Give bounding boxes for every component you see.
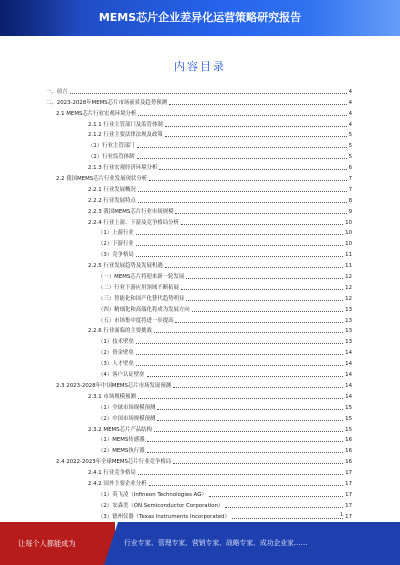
toc-entry-page: 17 (345, 513, 352, 520)
toc-leader-dots (159, 168, 346, 170)
toc-entry[interactable] (46, 140, 352, 151)
toc-entry-text: （三）智能化和国产化替代趋势明显 (98, 295, 185, 302)
toc-entry-page: 13 (345, 306, 352, 313)
toc-entry-page: 7 (348, 176, 352, 183)
toc-entry-text: 2.2.3 我国MEMS芯片行业市场规模 (88, 208, 174, 215)
page-number: 1 (340, 512, 344, 518)
toc-entry-page: 12 (345, 274, 352, 281)
toc-leader-dots (136, 255, 343, 257)
toc-entry-text: （1）英飞凌（Infineon Technologies AG） (98, 491, 207, 498)
toc-entry-text: （2）下游行业 (98, 241, 134, 248)
header-right-highlight (310, 0, 400, 36)
toc-leader-dots (154, 430, 343, 432)
header-left-shade (0, 0, 80, 36)
toc-leader-dots (181, 223, 343, 225)
toc-leader-dots (149, 484, 344, 486)
toc-entry-text: （一）MEMS芯片将迎来新一轮发展 (98, 274, 185, 281)
toc-entry-text: （1）上游行业 (98, 230, 134, 237)
toc-entry-text: （五）市场集中度将进一步提高 (98, 317, 174, 324)
table-of-contents (46, 86, 352, 522)
toc-entry-text: （3）竞争格局 (98, 252, 134, 259)
toc-entry-page: 17 (345, 480, 352, 487)
toc-entry[interactable] (46, 97, 352, 108)
toc-entry-page: 14 (345, 350, 352, 357)
toc-entry[interactable] (46, 326, 352, 337)
toc-entry[interactable] (46, 445, 352, 456)
toc-entry-page: 13 (345, 328, 352, 335)
toc-entry-text: （四）精细化和高端化将成为发展方向 (98, 306, 190, 313)
toc-entry[interactable] (46, 86, 352, 97)
toc-entry-page: 5 (348, 154, 352, 161)
toc-leader-dots (147, 440, 344, 442)
toc-entry[interactable] (46, 435, 352, 446)
toc-leader-dots (70, 92, 347, 94)
toc-entry[interactable] (46, 478, 352, 489)
toc-entry[interactable] (46, 336, 352, 347)
toc-entry[interactable] (46, 195, 352, 206)
toc-leader-dots (173, 386, 343, 388)
toc-entry[interactable] (46, 456, 352, 467)
toc-entry-page: 7 (348, 186, 352, 193)
toc-leader-dots (154, 331, 343, 333)
toc-entry[interactable] (46, 347, 352, 358)
toc-entry-text: （2）行业监管体制 (88, 154, 135, 161)
toc-leader-dots (169, 103, 347, 105)
toc-leader-dots (186, 299, 343, 301)
toc-entry-text: 2.1 MEMS芯片行业宏观环境分析 (56, 110, 137, 117)
toc-entry-page: 15 (345, 415, 352, 422)
footer-banner (0, 522, 400, 565)
toc-entry[interactable] (46, 238, 352, 249)
toc-entry[interactable] (46, 271, 352, 282)
toc-leader-dots (137, 146, 347, 148)
toc-entry-text: （3）人才壁垒 (98, 361, 134, 368)
toc-entry-text: 2.2 我国MEMS芯片行业发展现状分析 (56, 176, 148, 183)
toc-entry-page: 12 (345, 295, 352, 302)
toc-entry-text: 2.2.1 行业发展概况 (88, 186, 136, 193)
toc-leader-dots (136, 353, 343, 355)
toc-entry-page: 10 (345, 219, 352, 226)
toc-entry-page: 4 (348, 99, 352, 106)
toc-entry-text: （2）安森美（ON Semiconductor Corporation） (98, 502, 224, 509)
toc-leader-dots (149, 179, 346, 181)
footer-slogan: 让每个人都能成为 (18, 539, 76, 548)
toc-leader-dots (136, 233, 343, 235)
toc-entry[interactable] (46, 500, 352, 511)
toc-entry-text: 2.2.5 行业发展趋势及发展机遇 (88, 263, 163, 270)
toc-leader-dots (232, 517, 343, 519)
toc-entry[interactable] (46, 413, 352, 424)
toc-leader-dots (157, 408, 343, 410)
toc-entry[interactable] (46, 206, 352, 217)
toc-leader-dots (147, 451, 344, 453)
toc-entry-page: 4 (348, 110, 352, 117)
toc-entry-page: 16 (345, 437, 352, 444)
toc-entry-page: 8 (348, 197, 352, 204)
toc-entry[interactable] (46, 119, 352, 130)
toc-entry-page: 11 (345, 263, 352, 270)
toc-leader-dots (186, 277, 343, 279)
toc-entry-text: 2.3 2023-2028年中国MEMS芯片市场发展预测 (56, 382, 172, 389)
toc-entry-page: 12 (345, 284, 352, 291)
toc-entry[interactable] (46, 467, 352, 478)
toc-entry-text: （1）行业主管部门 (88, 143, 135, 150)
toc-entry-page: 10 (345, 230, 352, 237)
toc-entry-text: （2）MEMS执行器 (98, 448, 145, 455)
toc-entry[interactable] (46, 511, 352, 522)
toc-leader-dots (147, 375, 344, 377)
toc-entry-text: 二、2023-2028年MEMS芯片市场前景及趋势预测 (46, 99, 167, 106)
toc-entry-text: 2.1.2 行业主要法律法规及政策 (88, 132, 163, 139)
toc-leader-dots (138, 473, 343, 475)
toc-entry[interactable] (46, 304, 352, 315)
toc-entry[interactable] (46, 358, 352, 369)
toc-entry[interactable] (46, 260, 352, 271)
toc-leader-dots (137, 157, 347, 159)
toc-title: 内容目录 (174, 60, 226, 73)
toc-entry[interactable] (46, 282, 352, 293)
toc-entry-text: 2.1.1 行业主管部门及监管体制 (88, 121, 163, 128)
toc-entry[interactable] (46, 315, 352, 326)
toc-entry-page: 11 (345, 252, 352, 259)
toc-entry-page: 13 (345, 339, 352, 346)
toc-entry[interactable] (46, 380, 352, 391)
toc-entry-page: 14 (345, 382, 352, 389)
toc-leader-dots (138, 114, 346, 116)
toc-entry-text: 2.4 2022-2023年全球MEMS芯片行业竞争格局 (56, 459, 172, 466)
toc-entry[interactable] (46, 108, 352, 119)
toc-entry[interactable] (46, 228, 352, 239)
toc-leader-dots (136, 342, 343, 344)
toc-leader-dots (138, 397, 343, 399)
toc-entry-page: 17 (345, 470, 352, 477)
toc-entry-page: 4 (348, 121, 352, 128)
toc-entry-page: 9 (348, 208, 352, 215)
toc-leader-dots (173, 462, 343, 464)
toc-entry-text: （3）德州仪器（Texas Instruments Incorporated） (98, 513, 230, 520)
toc-entry[interactable] (46, 130, 352, 141)
toc-entry-page: 17 (345, 502, 352, 509)
toc-leader-dots (175, 321, 343, 323)
toc-leader-dots (192, 310, 343, 312)
toc-leader-dots (138, 190, 347, 192)
toc-entry-text: （1）全球市场规模预测 (98, 404, 156, 411)
toc-leader-dots (165, 125, 347, 127)
toc-entry-text: （2）资金壁垒 (98, 350, 134, 357)
toc-entry-page: 4 (348, 88, 352, 95)
toc-entry-page: 14 (345, 393, 352, 400)
toc-entry[interactable] (46, 402, 352, 413)
toc-entry[interactable] (46, 249, 352, 260)
toc-entry-page: 15 (345, 404, 352, 411)
toc-entry-text: 2.2.2 行业发展特点 (88, 197, 136, 204)
toc-entry[interactable] (46, 391, 352, 402)
toc-entry-page: 14 (345, 361, 352, 368)
toc-entry[interactable] (46, 489, 352, 500)
toc-leader-dots (165, 266, 343, 268)
toc-entry-text: 一、前言 (46, 88, 68, 95)
toc-leader-dots (181, 288, 343, 290)
toc-entry-page: 10 (345, 241, 352, 248)
toc-entry-page: 15 (345, 426, 352, 433)
toc-entry-page: 13 (345, 317, 352, 324)
toc-leader-dots (136, 364, 343, 366)
toc-leader-dots (136, 244, 343, 246)
toc-entry[interactable] (46, 293, 352, 304)
toc-entry-text: 2.4.2 国外主要企业分析 (88, 480, 147, 487)
toc-entry-text: （二）行业下游应用领域不断拓展 (98, 284, 179, 291)
footer-tagline: 行业专家、管理专家、营销专家、战略专家、成功企业家…… (124, 539, 308, 547)
toc-leader-dots (175, 212, 346, 214)
toc-entry-page: 6 (348, 165, 352, 172)
toc-entry-text: 2.3.1 市场规模预测 (88, 393, 136, 400)
toc-entry[interactable] (46, 173, 352, 184)
toc-entry-page: 5 (348, 143, 352, 150)
toc-entry-page: 16 (345, 459, 352, 466)
toc-entry[interactable] (46, 162, 352, 173)
toc-entry-text: （1）MEMS传感器 (98, 437, 145, 444)
toc-entry-text: 2.4.1 行业竞争格局 (88, 470, 136, 477)
toc-entry-page: 17 (345, 491, 352, 498)
toc-entry-text: 2.3.2 MEMS芯片产品结构 (88, 426, 152, 433)
toc-leader-dots (157, 419, 343, 421)
toc-entry-page: 5 (348, 132, 352, 139)
toc-entry[interactable] (46, 184, 352, 195)
toc-entry[interactable] (46, 369, 352, 380)
toc-entry-page: 14 (345, 372, 352, 379)
toc-entry-text: （2）中国市场规模预测 (98, 415, 156, 422)
toc-entry-text: 2.1.3 行业宏观经济环境分析 (88, 165, 158, 172)
toc-entry-page: 16 (345, 448, 352, 455)
toc-leader-dots (225, 506, 343, 508)
toc-entry[interactable] (46, 151, 352, 162)
toc-leader-dots (209, 495, 343, 497)
toc-entry[interactable] (46, 217, 352, 228)
report-title: MEMS芯片企业差异化运营策略研究报告 (98, 11, 302, 24)
report-header-banner (0, 0, 400, 36)
toc-entry-text: 2.2.4 行业上游、下游及竞争格局分析 (88, 219, 179, 226)
toc-entry-text: （1）技术壁垒 (98, 339, 134, 346)
toc-entry-text: （4）客户认证壁垒 (98, 372, 145, 379)
toc-entry[interactable] (46, 424, 352, 435)
toc-leader-dots (138, 201, 347, 203)
toc-leader-dots (165, 135, 347, 137)
toc-entry-text: 2.2.6 行业面临的主要挑战 (88, 328, 152, 335)
